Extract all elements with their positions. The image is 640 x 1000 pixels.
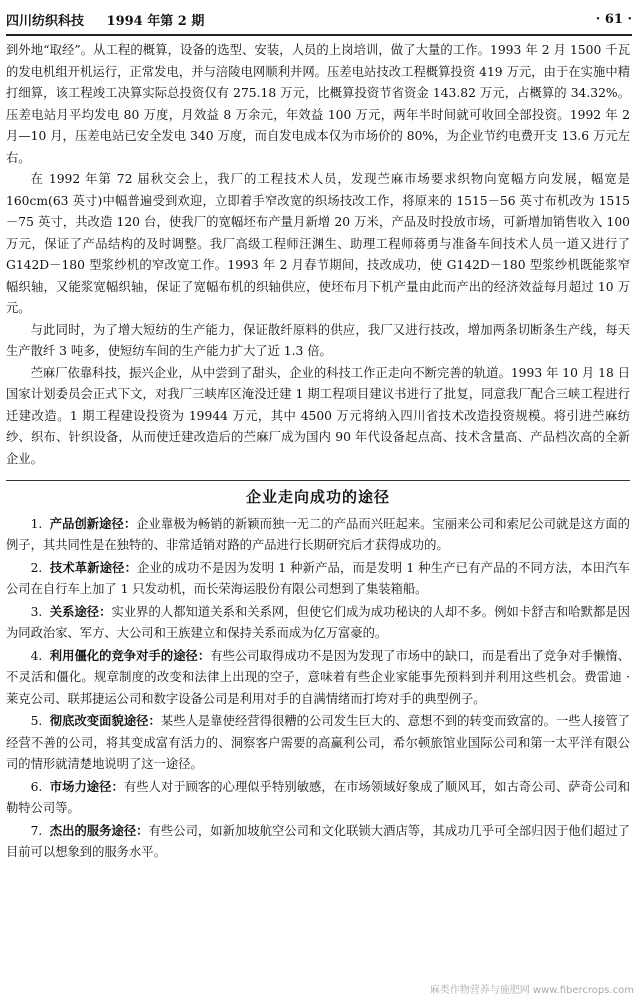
- item-number: 4.: [30, 648, 43, 663]
- item-term: 关系途径：: [49, 603, 112, 619]
- item-number: 5.: [30, 714, 43, 728]
- paragraph: 在 1992 年第 72 届秋交会上，我厂的工程技术人员，发现苎麻市场要求织物向宽幅方向发展，幅宽是 160cm(63 英寸)中幅普遍受到欢迎，立即着手窄改宽的织场技改工作，将原来的 1515－56 英寸布机改为 1515－75 英寸，共改造 120 台，使我厂的宽幅坯布产量月新增 20 万米，产品及时投放市场，可新增加销售收入 100 万元，保证了产品结构的及时调整。我厂高级工程师汪渊生、助理工程师蒋勇与准备车间技术人员一道又进行了 G142D－180 型浆纱机的窄改宽工作。1993 年 2 月春节期间，技改成功，使 G142D－180 型浆纱机既能浆窄幅织轴，又能浆宽幅织轴，保证了宽幅布机的织轴供应，使坯布月下机产量由此而产出的经济效益每月超过 10 万元。: [6, 172, 630, 315]
- page-header: [6, 4, 632, 36]
- section-title: 企业走向成功的途径: [245, 488, 390, 506]
- item-number: 7.: [30, 823, 43, 838]
- item-term: 利用僵化的竞争对手的途径：: [49, 647, 211, 663]
- item-term: 技术革新途径：: [49, 559, 138, 575]
- item-number: 3.: [30, 604, 43, 619]
- list-item: [6, 601, 630, 645]
- journal-issue: 1994 年第 2 期: [106, 13, 205, 29]
- item-number: 2.: [30, 560, 43, 575]
- list-item: [6, 557, 630, 601]
- item-number: 1.: [30, 516, 43, 531]
- list-item: [6, 513, 630, 557]
- item-term: 市场力途径：: [49, 778, 124, 794]
- item-text: 企业的成功不是因为发明 1 种新产品，而是发明 1 种生产已有产品的不同方法，本田汽车公司在自行车上加了 1 只发动机，而长荣海运股份有限公司想到了集装箱船。: [6, 560, 630, 596]
- list-item: [6, 710, 630, 776]
- item-text: 实业界的人都知道关系和关系网，但使它们成为成功秘诀的人却不多。例如卡舒吉和哈默都是因为同政治家、军方、大公司和王族建立和保持关系而成为亿万富豪的。: [6, 604, 630, 640]
- article-body: [6, 40, 630, 864]
- list-item: [6, 776, 630, 820]
- item-number: 6.: [30, 779, 43, 794]
- item-text: 有些公司取得成功不是因为发现了市场中的缺口，而是看出了竞争对手懒惰、不灵活和僵化。规章制度的改变和法律上出现的空子，意味着有些企业家能事先预料到并利用这些机会。费雷迪 · 莱克公司、联邦捷运公司和数字设备公司是利用对手的自满情绪而打垮对手的典型例子。: [6, 648, 630, 706]
- site-watermark: 麻类作物营养与施肥网 www.fibercrops.com: [429, 985, 634, 996]
- item-term: 彻底改变面貌途径：: [49, 713, 161, 728]
- page-number: · 61 ·: [595, 11, 632, 27]
- paragraph: 与此同时，为了增大短纺的生产能力，保证散纤原料的供应，我厂又进行技改，增加两条切断条生产线，每天生产散纤 3 吨多，使短纺车间的生产能力扩大了近 1.3 倍。: [6, 322, 630, 358]
- item-text: 某些人是靠使经营得很糟的公司发生巨大的、意想不到的转变而致富的。一些人接管了经营不善的公司，将其变成富有活力的、洞察客户需要的高赢利公司，希尔顿旅馆业国际公司和第一太平洋有限公司的情形就清楚地说明了这一途径。: [6, 714, 630, 771]
- item-text: 企业靠极为畅销的新颖而独一无二的产品而兴旺起来。宝丽来公司和索尼公司就是这方面的例子，其共同性是在独特的、非常适销对路的产品进行长期研究后才获得成功的。: [6, 516, 630, 552]
- item-term: 杰出的服务途径：: [49, 822, 149, 838]
- paragraph: 苎麻厂依靠科技，振兴企业，从中尝到了甜头，企业的科技工作正走向不断完善的轨道。1993 年 10 月 18 日国家计划委员会正式下文，对我厂三峡库区淹没迁建 1 期工程项目建议书进行了批复，同意我厂配合三峡工程进行迁建改造。1 期工程建设投资为 19944 万元，其中 4500 万元将纳入四川省技术改造投资规模。将引进苎麻纺纱、织布、针织设备，从而使迁建改造后的苎麻厂成为国内 90 年代设备起点高、技术含量高、产品档次高的全新企业。: [6, 365, 630, 466]
- item-term: 产品创新途径：: [49, 515, 137, 531]
- item-text: 有些人对于顾客的心理似乎特别敏感，在市场领域好象成了顺风耳，如古奇公司、萨奇公司和勒特公司等。: [6, 779, 630, 815]
- list-item: [6, 820, 630, 864]
- header-journal-info: [6, 10, 222, 29]
- section-divider: [6, 480, 630, 481]
- item-text: 有些公司，如新加坡航空公司和文化联锁大酒店等，其成功几乎可全部归因于他们超过了目前可以想象到的服务水平。: [6, 823, 630, 859]
- paragraph: 到外地“取经”。从工程的概算，设备的选型、安装，人员的上岗培训，做了大量的工作。1993 年 2 月 1500 千瓦的发电机组开机运行，正常发电，并与涪陵电网顺利并网。压差电站技改工程概算投资 419 万元，由于在实施中精打细算，该工程竣工决算实际总投资仅有 275.18 万元，比概算投资节省资金 143.82 万元，占概算的 34.32%。压差电站月平均发电 80 万度，月效益 8 万余元，年效益 100 万元，两年半时间就可收回全部投资。1992 年 2 月—10 月，压差电站已安全发电 340 万度，而自发电成本仅为市场价的 80%，为企业节约电费开支 13.6 万元左右。: [6, 43, 630, 165]
- list-item: [6, 645, 630, 711]
- journal-name: 四川纺织科技: [6, 13, 85, 29]
